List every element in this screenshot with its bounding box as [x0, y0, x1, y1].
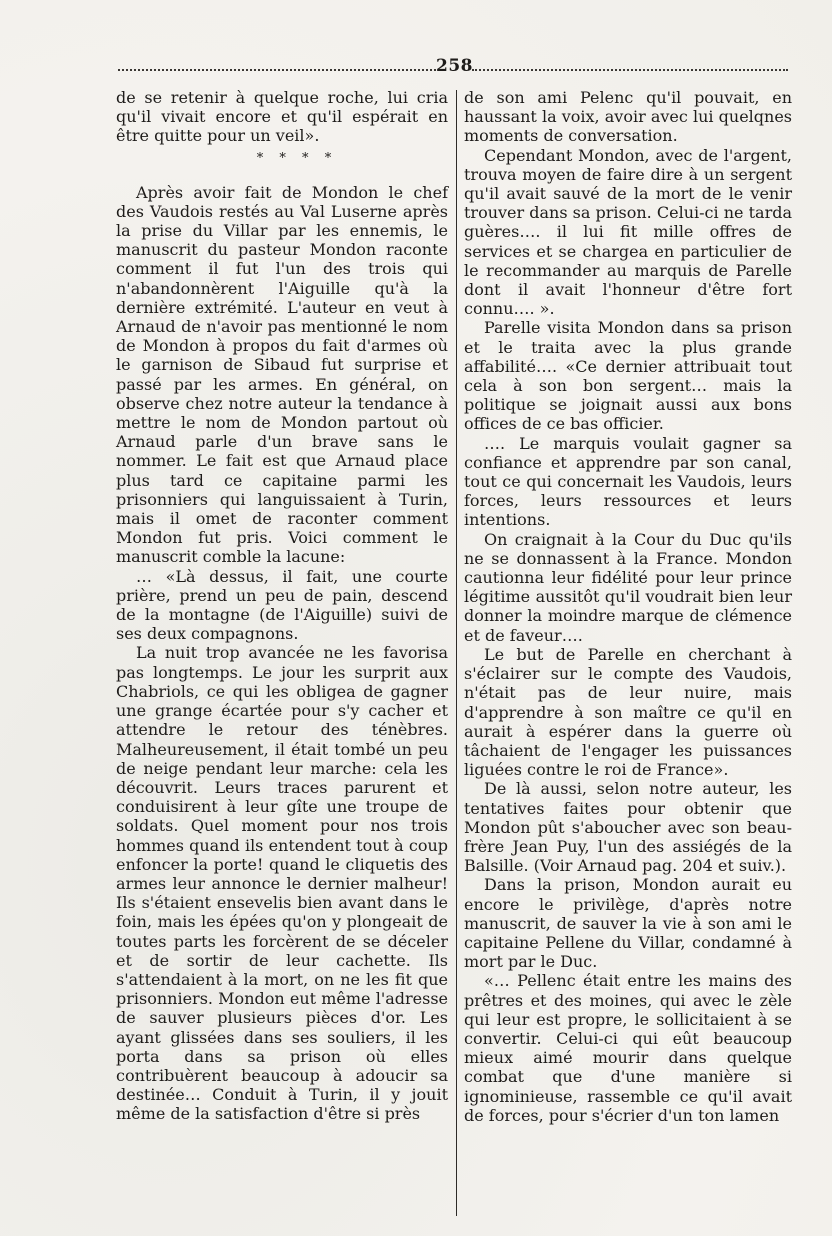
- page-number: 258: [436, 56, 473, 76]
- left-column: [116, 88, 448, 1124]
- paragraph: De là aussi, selon notre auteur, les tentatives faites pour obtenir que Mondon pût s'aboucher avec son beau-frère Jean Puy, l'un des assiégés de la Balsille. (Voir Arnaud pag. 204 et suiv.).: [464, 779, 792, 876]
- paragraph: Après avoir fait de Mondon le chef des Vaudois restés au Val Luserne après la prise du Villar par les ennemis, le manuscrit du pasteur Mondon raconte comment il fut l'un des trois qui n'abandonnèrent l'Aiguille qu'à la dernière extrémité. L'auteur en veut à Arnaud de n'avoir pas mentionné le nom de Mondon à propos du fait d'armes où le garnison de Sibaud fut surprise et passé par les armes. En général, on observe chez notre auteur la tendance à mettre le nom de Mondon partout où Arnaud parle d'un brave sans le nommer. Le fait est que Arnaud place plus tard ce capitaine parmi les prisonniers qui languissaient à Turin, mais il omet de raconter comment Mondon fut pris. Voici comment le manuscrit comble la lacune:: [116, 182, 448, 567]
- paragraph: de se retenir à quelque roche, lui cria qu'il vivait encore et qu'il espérait en être quitte pour un veil».: [116, 88, 448, 146]
- paragraph: Dans la prison, Mondon aurait eu encore le privilège, d'après notre manuscrit, de sauver la vie à son ami le capitaine Pellene du Villar, condamné à mort par le Duc.: [464, 875, 792, 972]
- column-divider: [456, 90, 457, 1216]
- paragraph: …. Le marquis voulait gagner sa confiance et apprendre par son canal, tout ce qui concernait les Vaudois, leurs forces, leurs ressources et leurs intentions.: [464, 433, 792, 530]
- page-header: [118, 56, 788, 80]
- paragraph: Parelle visita Mondon dans sa prison et le traita avec la plus grande affabilité…. «Ce dernier attribuait tout cela à son bon sergent… mais la politique se joignait aussi aux bons offices de ce bas officier.: [464, 318, 792, 434]
- header-rule-right: [472, 69, 788, 71]
- paragraph: de son ami Pelenc qu'il pouvait, en haussant la voix, avoir avec lui quelqnes moments de conversation.: [464, 88, 792, 146]
- paragraph: Cependant Mondon, avec de l'argent, trouva moyen de faire dire à un sergent qu'il avait sauvé de la mort de le venir trouver dans sa prison. Celui-ci ne tarda guères…. il lui fit mille offres de services et se chargea en particulier de le recommander au marquis de Parelle dont il avait l'honneur d'être fort connu…. ».: [464, 145, 792, 319]
- paragraph: Le but de Parelle en cherchant à s'éclairer sur le compte des Vaudois, n'était pas de leur nuire, mais d'apprendre à son maître ce qu'il en aurait à espérer dans la guerre où tâchaient de l'engager les puissances liguées contre le roi de France».: [464, 644, 792, 780]
- paragraph: On craignait à la Cour du Duc qu'ils ne se donnassent à la France. Mondon cautionna leur fidélité pour leur prince légitime aussitôt qu'il voudrait bien leur donner la moindre marque de clémence et de faveur….: [464, 529, 792, 645]
- section-separator-stars: * * * *: [256, 150, 338, 166]
- right-column: [464, 88, 792, 1125]
- paragraph: … «Là dessus, il fait, une courte prière, prend un peu de pain, descend de la montagne (de l'Aiguille) suivi de ses deux compagnons.: [116, 566, 448, 644]
- paragraph: La nuit trop avancée ne les favorisa pas longtemps. Le jour les surprit aux Chabriols, ce qui les obligea de gagner une grange écartée pour s'y cacher et attendre le retour des ténèbres. Malheureusement, il était tombé un peu de neige pendant leur marche: cela les découvrit. Leurs traces parurent et conduisirent à leur gîte une troupe de soldats. Quel moment pour nos trois hommes quand ils entendent tout à coup enfoncer la porte! quand le cliquetis des armes leur annonce le dernier malheur! Ils s'étaient ensevelis bien avant dans le foin, mais les épées qu'on y plongeait de toutes parts les forcèrent de se déceler et de sortir de leur cachette. Ils s'attendaient à la mort, on ne les fit que prisonniers. Mondon eut même l'adresse de sauver plusieurs pièces d'or. Les ayant glissées dans ses souliers, il les porta dans sa prison où elles contribuèrent beaucoup à adoucir sa destinée… Conduit à Turin, il y jouit même de la satisfaction d'être si près: [116, 643, 448, 1124]
- paragraph: «… Pellenc était entre les mains des prêtres et des moines, qui avec le zèle qui leur est propre, le sollicitaient à se convertir. Celui-ci qui eût beaucoup mieux aimé mourir dans quelque combat que d'une manière si ignominieuse, rassemble ce qu'il avait de forces, pour s'écrier d'un ton lamen: [464, 971, 792, 1125]
- header-rule-left: [118, 69, 436, 71]
